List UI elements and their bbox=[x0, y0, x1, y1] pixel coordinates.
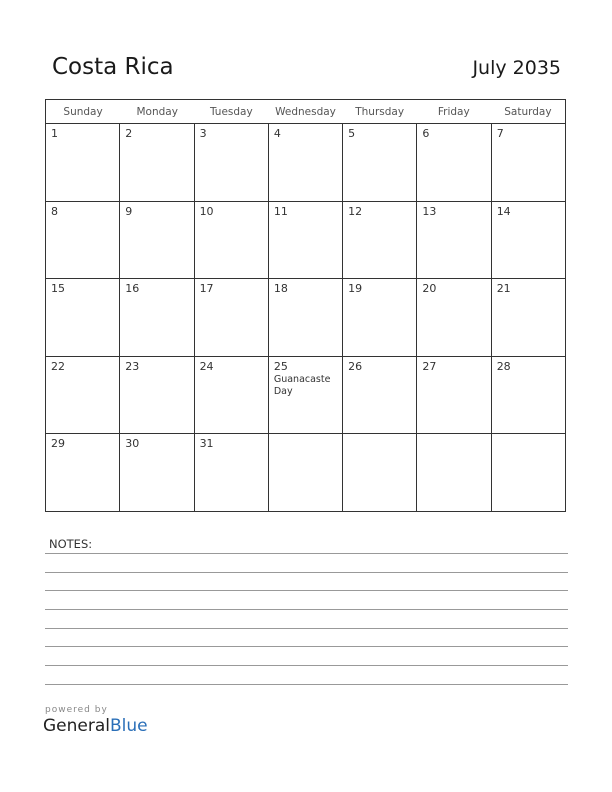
day-number: 22 bbox=[51, 359, 65, 373]
day-cell bbox=[120, 124, 194, 201]
day-number: 27 bbox=[422, 359, 437, 373]
day-number: 1 bbox=[51, 127, 58, 140]
day-number: 2 bbox=[125, 127, 133, 140]
day-cell bbox=[492, 434, 565, 512]
note-line bbox=[45, 609, 568, 610]
day-of-week-header bbox=[46, 100, 565, 124]
day-cell bbox=[46, 124, 120, 201]
day-cell bbox=[343, 357, 417, 434]
notes-label: NOTES: bbox=[49, 537, 93, 551]
calendar-grid bbox=[45, 99, 566, 512]
note-line bbox=[45, 684, 568, 685]
dow-wednesday: Wednesday bbox=[275, 106, 336, 118]
month-year-title: July 2035 bbox=[472, 57, 561, 79]
day-cell bbox=[417, 279, 491, 356]
day-cell bbox=[120, 434, 194, 512]
generalblue-logo[interactable] bbox=[43, 716, 148, 736]
day-number: 11 bbox=[273, 204, 288, 218]
day-number: 19 bbox=[348, 282, 363, 296]
dow-sunday: Sunday bbox=[63, 106, 103, 118]
day-cell bbox=[195, 357, 269, 434]
week-row bbox=[46, 279, 565, 357]
day-number: 4 bbox=[273, 127, 281, 140]
day-number: 24 bbox=[199, 359, 214, 373]
day-cell bbox=[195, 202, 269, 279]
day-cell bbox=[46, 279, 120, 356]
day-cell bbox=[120, 279, 194, 356]
dow-saturday: Saturday bbox=[504, 106, 552, 118]
day-number: 20 bbox=[422, 282, 437, 296]
day-number: 23 bbox=[125, 359, 140, 373]
day-number: 18 bbox=[273, 282, 288, 296]
note-line bbox=[45, 553, 568, 554]
day-cell bbox=[195, 279, 269, 356]
day-number: 29 bbox=[51, 437, 65, 451]
brand-blue: Blue bbox=[110, 716, 148, 736]
day-number: 17 bbox=[199, 282, 214, 296]
brand-general: General bbox=[43, 716, 110, 736]
day-cell bbox=[46, 357, 120, 434]
week-row bbox=[46, 357, 565, 435]
day-cell bbox=[492, 124, 565, 201]
day-number: 30 bbox=[125, 437, 140, 451]
day-cell bbox=[195, 124, 269, 201]
note-line bbox=[45, 628, 568, 629]
day-number: 7 bbox=[496, 127, 504, 140]
note-line bbox=[45, 590, 568, 591]
day-cell bbox=[343, 434, 417, 512]
day-number: 8 bbox=[51, 204, 58, 218]
day-cell bbox=[417, 124, 491, 201]
week-row bbox=[46, 434, 565, 512]
day-cell bbox=[195, 434, 269, 512]
day-cell bbox=[269, 279, 343, 356]
note-line bbox=[45, 646, 568, 647]
day-cell bbox=[343, 202, 417, 279]
day-cell bbox=[343, 279, 417, 356]
day-number: 31 bbox=[199, 437, 214, 451]
day-cell bbox=[269, 124, 343, 201]
day-cell bbox=[417, 202, 491, 279]
week-row bbox=[46, 124, 565, 202]
day-cell bbox=[120, 357, 194, 434]
day-number: 6 bbox=[422, 127, 430, 140]
day-number: 28 bbox=[496, 359, 511, 373]
day-cell bbox=[269, 357, 343, 434]
dow-monday: Monday bbox=[136, 106, 178, 118]
day-cell bbox=[120, 202, 194, 279]
day-number: 25 bbox=[273, 359, 288, 373]
day-cell bbox=[46, 202, 120, 279]
dow-thursday: Thursday bbox=[355, 106, 405, 118]
day-event: Guanacaste Day bbox=[273, 373, 331, 397]
week-row bbox=[46, 202, 565, 280]
day-number: 10 bbox=[199, 204, 214, 218]
country-title: Costa Rica bbox=[52, 54, 174, 80]
day-cell bbox=[46, 434, 120, 512]
day-number: 21 bbox=[496, 282, 511, 296]
day-number: 15 bbox=[51, 282, 65, 296]
note-line bbox=[45, 572, 568, 573]
dow-tuesday: Tuesday bbox=[209, 106, 253, 118]
day-number: 16 bbox=[125, 282, 140, 296]
day-cell bbox=[417, 434, 491, 512]
day-cell bbox=[492, 202, 565, 279]
day-number: 9 bbox=[125, 204, 133, 218]
powered-by-text: powered by bbox=[45, 705, 108, 715]
note-line bbox=[45, 665, 568, 666]
day-number: 14 bbox=[496, 204, 511, 218]
day-cell bbox=[417, 357, 491, 434]
day-cell bbox=[343, 124, 417, 201]
day-cell bbox=[269, 434, 343, 512]
day-number: 13 bbox=[422, 204, 437, 218]
day-cell bbox=[492, 357, 565, 434]
day-number: 5 bbox=[348, 127, 356, 140]
day-number: 3 bbox=[199, 127, 207, 140]
dow-friday: Friday bbox=[437, 106, 470, 118]
day-number: 12 bbox=[348, 204, 363, 218]
day-number: 26 bbox=[348, 359, 363, 373]
day-cell bbox=[492, 279, 565, 356]
day-cell bbox=[269, 202, 343, 279]
